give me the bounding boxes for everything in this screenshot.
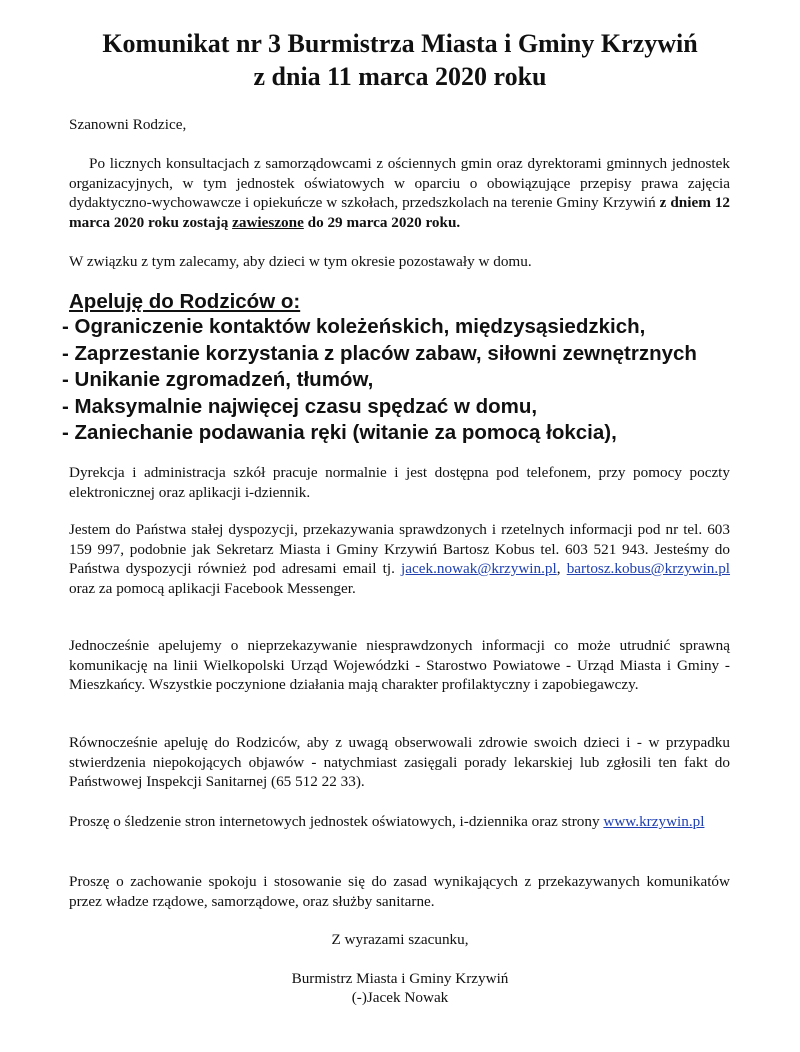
closing-text: Z wyrazami szacunku, — [331, 931, 469, 948]
appeal-item: - Zaniechanie podawania ręki (witanie za pomocą łokcia), — [62, 421, 617, 444]
appeal-item: - Unikanie zgromadzeń, tłumów, — [62, 368, 374, 391]
appeal-heading: Apeluję do Rodziców o: — [69, 290, 301, 313]
appeal-list — [62, 314, 697, 447]
appeal-item: - Ograniczenie kontaktów koleżeńskich, międzysąsiedzkich, — [62, 315, 646, 338]
signature-name: (-)Jacek Nowak — [351, 989, 449, 1006]
recommendation-paragraph: W związku z tym zalecamy, aby dzieci w tym okresie pozostawały w domu. — [69, 253, 532, 270]
follow-text: Proszę o śledzenie stron internetowych jednostek oświatowych, i-dziennika oraz strony — [69, 813, 604, 830]
intro-text: Po licznych konsultacjach z samorządowcami z ościennych gmin oraz dyrektorami gminnych jednostek organizacyjnych, w tym jednostek oświatowych w oparciu o obowiązujące przepisy prawa zajęcia dydaktyczno-wychowawcze i opiekuńcze w szkołach, przedszkolach na terenie Gminy Krzywiń — [69, 155, 730, 211]
email-link-jacek-nowak[interactable]: jacek.nowak@krzywin.pl — [401, 560, 557, 577]
page-title-date: z dnia 11 marca 2020 roku — [253, 62, 547, 91]
contact-separator: , — [556, 560, 567, 577]
greeting: Szanowni Rodzice, — [69, 116, 187, 133]
misinformation-paragraph: Jednocześnie apelujemy o nieprzekazywanie niesprawdzonych informacji co może utrudnić sprawną komunikację na linii Wielkopolski Urząd Wojewódzki - Starostwo Powiatowe - Urząd Miasta i Gminy - Mieszkańcy. Wszystkie poczynione działania mają charakter profilaktyczny i zapobiegawczy. — [69, 637, 730, 693]
administration-paragraph: Dyrekcja i administracja szkół pracuje normalnie i jest dostępna pod telefonem, przy pomocy poczty elektronicznej oraz aplikacji i-dziennik. — [69, 464, 730, 501]
contact-paragraph — [69, 520, 730, 598]
page-title: Komunikat nr 3 Burmistrza Miasta i Gminy Krzywiń — [102, 29, 698, 58]
intro-bold-underlined: zawieszone — [232, 213, 304, 231]
intro-bold-start: z dniem 12 marca 2020 roku zostają — [69, 194, 731, 231]
intro-bold-end: do 29 marca 2020 roku. — [303, 213, 461, 231]
health-paragraph: Równocześnie apeluję do Rodziców, aby z uwagą obserwowali zdrowie swoich dzieci i - w przypadku stwierdzenia niepokojących objawów - natychmiast zasięgali porady lekarskiej lub zgłosili ten fakt do Państwowej Inspekcji Sanitarnej (65 512 22 33). — [69, 734, 730, 790]
calm-paragraph: Proszę o zachowanie spokoju i stosowanie się do zasad wynikających z przekazywanych komunikatów przez władze rządowe, samorządowe, oraz służby sanitarne. — [69, 873, 730, 910]
contact-text: Jestem do Państwa stałej dyspozycji, przekazywania sprawdzonych i rzetelnych informacji pod nr tel. 603 159 997, podobnie jak Sekretarz Miasta i Gminy Krzywiń Bartosz Kobus tel. 603 521 943. Jesteśmy do Państwa dyspozycji również pod adresami email tj. — [69, 521, 730, 577]
signature-role: Burmistrz Miasta i Gminy Krzywiń — [291, 970, 509, 987]
email-link-bartosz-kobus[interactable]: bartosz.kobus@krzywin.pl — [566, 560, 731, 577]
appeal-item: - Maksymalnie najwięcej czasu spędzać w domu, — [62, 394, 538, 418]
intro-paragraph — [69, 154, 730, 232]
website-link[interactable]: www.krzywin.pl — [603, 813, 705, 830]
appeal-item: - Zaprzestanie korzystania z placów zabaw, siłowni zewnętrznych — [62, 341, 697, 365]
contact-text-end: oraz za pomocą aplikacji Facebook Messenger. — [69, 579, 356, 597]
follow-paragraph — [69, 812, 730, 832]
